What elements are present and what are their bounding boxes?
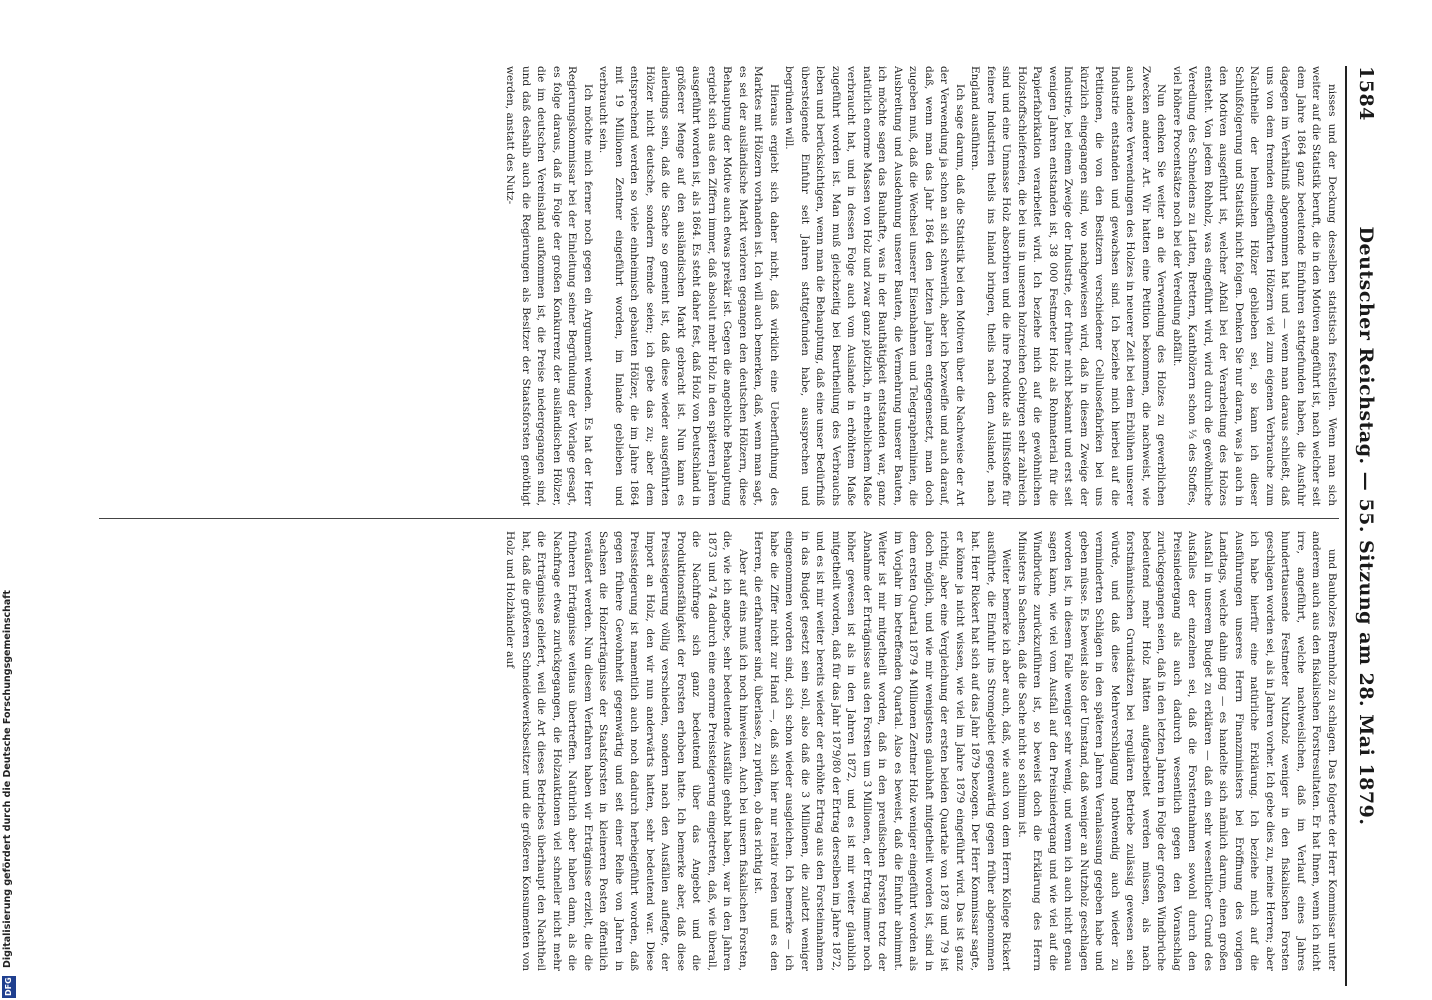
page-header (1349, 66, 1379, 986)
page-number: 1584 (1355, 66, 1377, 121)
column-divider (99, 518, 1339, 519)
paragraph: Ich möchte mich ferner noch gegen ein Argument wenden. Es hat der Herr Regierungskommissar bei der Einleitung seiner Begründung der Vorlage gesagt, es folge daraus, daß in Folge der großen Konkurrenz der ausländischen Hölzer, die im deutschen Vereinsland aufkommen ist, die Preise niedergegangen sind, und daß deshalb auch die Regierungen als Besitzer der Staatsforsten genöthigt werden, anstatt des Nutz- (504, 66, 594, 506)
paragraph: nisses und der Deckung desselben statistisch feststellen. Wenn man sich weiter auf die Statistik beruft, die in den Motiven angeführt ist, nach welcher seit dem Jahre 1864 ganz bedeutende Einfuhren stattgefunden haben, die Ausfuhr dagegen im Verhältniß abgenommen hat und — wenn man daraus schließt, daß uns von dem fremden eingeführten Hölzern viel zum eigenen Verbrauche zum Nachtheile der heimischen Hölzer geblieben sei, so kann ich dieser Schlußfolgerung und Statistik nicht folgen. Denken Sie nur daran, was ja auch in den Motiven ausgeführt ist, welcher Abfall bei der Verarbeitung des Holzes entsteht. Von jedem Rohholz, was eingeführt wird, wird durch die gewöhnliche Veredlung des Schneidens zu Latten, Brettern, Kanthölzern schon ⅓ des Stoffes, viel höhere Procentsätze noch bei der Veredlung abfällt. (1171, 66, 1338, 506)
paragraph: Aber auf eins muß ich noch hinweisen. Auch bei unsern fiskalischen Forsten, die, wie ich angebe, sehr bedeutende Ausfälle gehabt haben, war in den Jahren 1873 und 74 dadurch eine enorme Preissteigerung eingetreten, daß, wie überall, die Nachfrage sich ganz bedeutend über das Angebot und die Produktionsfähigkeit der Forsten erhoben hatte. Ich bemerke aber, daß diese Preissteigerung völlig verschieden, sondern nach den Ausfällen auflegte, der Import an Holz, den wir nun anderwärts hatten, sehr bedeutend war. Diese Preissteigerung ist namentlich auch noch dadurch herbeigeführt worden, daß gegen frühere Gewohnheit gegenwärtig und seit einer Reihe von Jahren in Sachsen die Holzerträgnisse der Staatsforsten in kleineren Posten öffentlich veräußert werden. Nun diesem Verfahren haben wir Erträgnisse erzielt, die die früheren Erträgnisse weitaus übertreffen. Natürlich aber haben dann, als die Nachfrage etwas zurückgegangen, die Holzauktionen viel schneller nicht mehr die Erträgnisse geliefert, weil die Art dieses Betriebes überhaupt den Nachtheil hat, daß die größeren Schneidewerksbesitzer und die größeren Konsumenten von Holz und Holzhändler auf (504, 531, 749, 971)
dfg-logo: DFG (2, 976, 16, 998)
paragraph: Ich sage darum, daß die Statistik bei den Motiven über die Nachweise der Art der Verwendung ja schon an sich schwerlich, aber ich bezweifle und auch darauf, daß, wenn man das Jahr 1864 den letzten Jahren entgegensetzt, man doch zugeben muß, daß die Wechsel unserer Eisenbahnen und Telegraphenlinien, die Ausbreitung und Ausdehnung unserer Bauten, die Vermehrung unserer Bauten, ich möchte sagen das Bauhafte, was in der Bauthätigkeit entstanden war, ganz natürlich enorme Massen von Holz und zwar ganz plötzlich, in erheblichem Maße verbraucht hat, und in dessen Folge auch vom Auslande in erhöhtem Maße zugeführt worden ist. Man muß gleichzeitig bei Beurtheilung des Verbrauchs leben und berücksichtigen, wenn man die Behauptung, daß eine unser Bedürfniß übersteigende Einfuhr seit Jahren stattgefunden habe, aussprechen und begründen will. (783, 66, 966, 506)
page-title: Deutscher Reichstag. — 55. Sitzung am 28. Mai 1879. (1355, 226, 1377, 826)
funding-credit: Digitalisierung gefördert durch die Deutsche Forschungsgemeinschaft (2, 590, 13, 968)
paragraph: Hieraus ergiebt sich daher nicht, daß wirklich eine Ueberfluthung des Marktes mit Hölzern vorhanden ist. Ich will auch bemerken, daß, wenn man sagt, es sei der ausländische Markt verloren gegangen den deutschen Hölzern, diese Behauptung der Motive auch etwas prekär ist. Gegen die angebliche Behauptung ergiebt sich aus den Ziffern immer, daß absolut mehr Holz in den späteren Jahren ausgeführt worden ist, als 1864. Es steht daher fest, daß Holz von Deutschland in größerer Menge auf den ausländischen Markt gebracht ist. Nun kann es allerdings sein, daß die Sache so gemeint ist, daß diese wieder ausgeführten Hölzer nicht deutsche, sondern fremde seien; ich gebe das zu; aber dem entsprechend werden so viele einheimisch gebauten Hölzer, die im Jahre 1864 mit 19 Millionen Zentner eingeführt worden, im Inlande geblieben und verbraucht sein. (597, 66, 780, 506)
paragraph: und Bauholzes Brennholz zu schlagen. Das folgerte der Herr Kommissar unter anderem auch aus den fiskalischen Forstresultaten. Er hat Ihnen, wenn ich nicht irre, angeführt, welche nachweislichen, daß im Verlauf eines Jahres hunderttausende Festmeter Nutzholz weniger in den fiskalischen Forsten geschlagen worden sei, als in Jahren vorher. Ich gebe dies zu, meine Herren; aber ich habe hierfür eine natürliche Erklärung. Ich beziehe mich auf die Ausführungen unseres Herrn Finanzministers bei Eröffnung des vorigen Landtags, welche dahin ging — es handelte sich nämlich darum, einen großen Ausfall in unserem Budget zu erklären — daß ein sehr wesentlicher Grund des Ausfalles der einzelnen sei, daß die Forstentnahmen sowohl durch den Preisniedergang als auch dadurch wesentlich gegen den Voranschlag zurückgegangen seien, daß in den letzten Jahren in Folge der großen Windbrüche bedeutend mehr Holz hätten aufgearbeitet werden müssen, als nach forstmännischen Grundsätzen bei regulären Betriebe zulässig gewesen sein würde, und daß diese Mehrverschlagung nothwendig auch wieder zu verminderten Schlägen in den späteren Jahren Veranlassung gegeben habe und geben müsse. Es beweist also der Umstand, daß weniger an Nutzholz geschlagen worden ist, in diesem Falle weniger sehr wenig, und wenn ich auch nicht genau sagen kann, wie viel vom Ausfall auf den Preisniedergang und wie viel auf die Windbrüche zurückzuführen ist, so beweist doch die Erklärung des Herrn Ministers in Sachsen, daß die Sache nicht so schlimm ist. (1016, 531, 1338, 971)
paragraph: Weiter bemerke ich aber auch, daß, wie auch von dem Herrn Kollege Rickert ausführte, die Einfuhr ins Stromgebiet gegenwärtig gegen früher abgenommen hat. Herr Rickert hat sich auf das Jahr 1879 bezogen. Der Herr Kommissar sagte, er könne ja nicht wissen, wie viel im Jahre 1879 eingeführt wird. Das ist ganz richtig, aber eine Vergleichung der ersten beiden Quartale von 1878 und 79 ist doch möglich, und wie mir wenigstens glaubhaft mitgetheilt worden ist, sind in dem ersten Quartal 1879 4 Millionen Zentner Holz weniger eingeführt worden als im Vorjahr im betreffenden Quartal. Also es beweist, daß die Einfuhr abnimmt. Weiter ist mir mitgetheilt worden, daß in den preußischen Forsten trotz der Abnahme der Erträgnisse aus den Forsten um 3 Millionen, der Ertrag immer noch höher gewesen ist als in den Jahren 1872, und es ist mir weiter glaublich mitgetheilt worden, daß für das Jahr 1879/80 der Ertrag derselben im Jahre 1872, und es ist mir weiter bereits wieder der erhöhte Ertrag aus den Forsteinnahmen in das Budget gesetzt sein soll, also daß die 3 Millionen, die zuletzt weniger eingenommen worden sind, sich schon wieder ausgleichen. Ich bemerke — ich habe die Ziffer nicht zur Hand —, daß sich hier nur relativ reden und es den Herren, die erfahrener sind, überlasse, zu prüfen, ob das richtig ist. (752, 531, 1013, 971)
header-rule (1345, 66, 1347, 986)
digitization-footer (2, 590, 16, 998)
paragraph: Nun denken Sie weiter an die Verwendung des Holzes zu gewerblichen Zwecken anderer Art. Wir hatten eine Petition bekommen, die nachweist, wie auch andere Verwendungen des Holzes in neuerer Zeit bei dem Erblühen unserer Industrie entstanden und gewachsen sind. Ich beziehe mich hierbei auf die Petitionen, die von den Besitzern verschiedener Cellulosefabriken bei uns kürzlich eingegangen sind, wo nachgewiesen wird, daß in diesem Zweige der Industrie, bei einem Zweige der Industrie, der früher nicht bekannt und erst seit wenigen Jahren entstanden ist, 38 000 Festmeter Holz als Rohmaterial für die Papierfabrikation verarbeitet wird. Ich beziehe mich auf die gewöhnlichen Holzstoffschleifereien, die bei uns in unseren holzreichen Gebirgen sehr zahlreich sind und eine Unmasse Holz absorbiren und die ihre Produkte als Hilfsstoffe für feinere Industrien theils ins Inland bringen, theils nach dem Auslande, nach England ausführen. (969, 66, 1168, 506)
rotated-newspaper-page (89, 66, 1379, 986)
left-text-column (94, 66, 1339, 506)
right-text-column (94, 531, 1339, 971)
